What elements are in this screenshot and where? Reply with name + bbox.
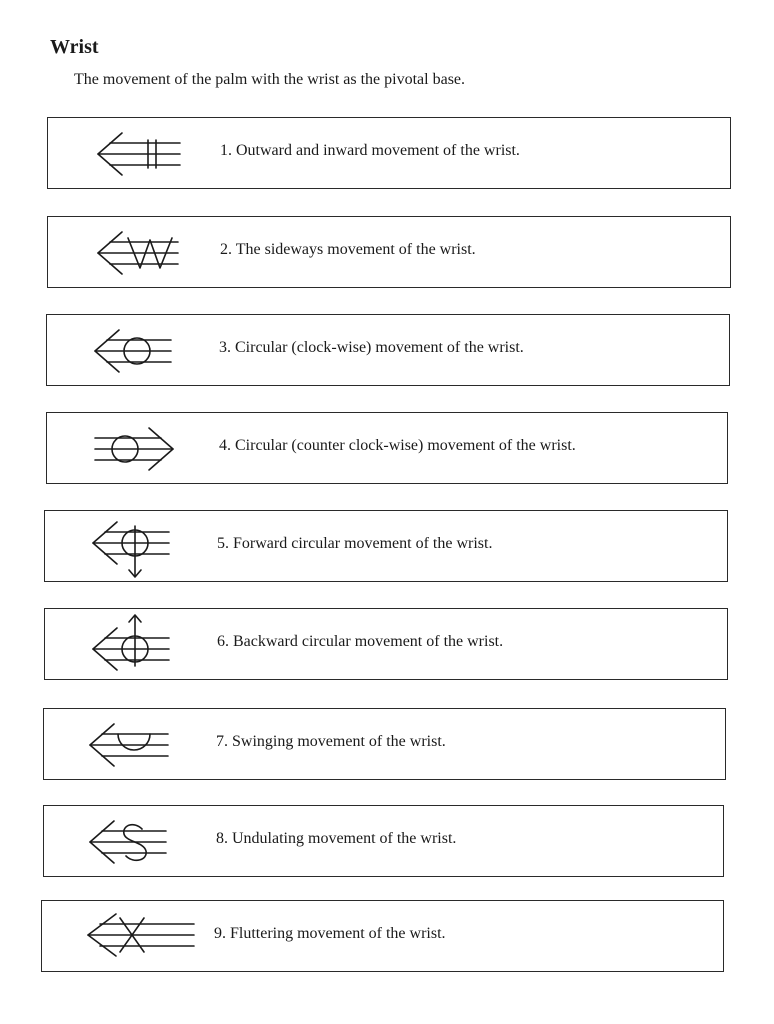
entry-description-8 — [216, 830, 456, 848]
entry-text-3: Circular (clock-wise) movement of the wrist. — [235, 339, 524, 356]
arrow-left-double-bar-icon — [88, 121, 188, 187]
arrow-left-circle-cross-down-icon — [85, 514, 185, 580]
arrow-left-circle-cross-up-icon — [85, 612, 185, 678]
entry-number-8: 8. — [216, 830, 228, 847]
arrow-left-zigzag-icon — [88, 220, 188, 286]
arrow-left-circle-icon — [87, 318, 187, 384]
entry-box-4 — [46, 412, 728, 484]
entry-number-7: 7. — [216, 733, 228, 750]
entry-number-4: 4. — [219, 437, 231, 454]
entry-description-4 — [219, 437, 576, 455]
entry-number-6: 6. — [217, 633, 229, 650]
entry-text-7: Swinging movement of the wrist. — [232, 733, 446, 750]
entry-box-3 — [46, 314, 730, 386]
entry-description-3 — [219, 339, 524, 357]
entry-description-7 — [216, 733, 446, 751]
arrow-left-semicircle-icon — [84, 712, 184, 778]
entry-description-1 — [220, 142, 520, 160]
entry-box-1 — [47, 117, 731, 189]
entry-box-2 — [47, 216, 731, 288]
entry-description-5 — [217, 535, 492, 553]
entry-text-4: Circular (counter clock-wise) movement of the wrist. — [235, 437, 576, 454]
entry-text-8: Undulating movement of the wrist. — [232, 830, 457, 847]
entry-text-5: Forward circular movement of the wrist. — [233, 535, 493, 552]
entry-box-5 — [44, 510, 728, 582]
entry-description-6 — [217, 633, 503, 651]
entry-box-6 — [44, 608, 728, 680]
entry-box-7 — [43, 708, 726, 780]
entry-text-2: The sideways movement of the wrist. — [235, 241, 476, 258]
entry-text-9: Fluttering movement of the wrist. — [230, 925, 446, 942]
arrow-left-x-icon — [82, 904, 182, 970]
entry-number-1: 1. — [220, 142, 232, 159]
entry-box-8 — [43, 805, 724, 877]
entry-text-6: Backward circular movement of the wrist. — [233, 633, 504, 650]
entry-text-1: Outward and inward movement of the wrist. — [236, 142, 520, 159]
entry-number-3: 3. — [219, 339, 231, 356]
entry-box-9 — [41, 900, 724, 972]
arrow-left-s-curve-icon — [84, 809, 184, 875]
page-title: Wrist — [50, 36, 99, 58]
entry-number-5: 5. — [217, 535, 229, 552]
entry-description-9 — [214, 925, 446, 943]
entry-number-2: 2. — [220, 241, 232, 258]
entry-description-2 — [220, 241, 476, 259]
page-subtitle: The movement of the palm with the wrist as the pivotal base. — [74, 71, 466, 88]
entry-number-9: 9. — [214, 925, 226, 942]
arrow-right-circle-icon — [87, 416, 187, 482]
